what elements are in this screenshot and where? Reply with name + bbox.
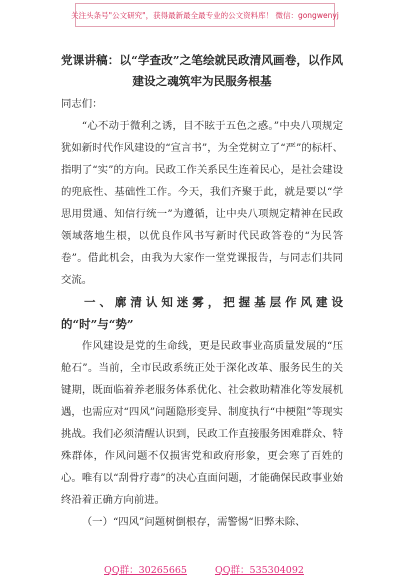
greeting: 同志们： <box>61 98 103 110</box>
section-heading-1: 一、廓清认知迷雾，把握基层作风建设的“时”与“势” <box>61 295 343 331</box>
section-1-paragraph: 作风建设是党的生命线，更是民政事业高质量发展的“压舱石”。当前，全市民政系统正处于深化改革、服务民生的关键期，既面临着养老服务体系优化、社会救助精准化等发展机遇，也需应对“四风”问题隐形变异、制度执行“中梗阻”等现实挑战。我们必须清醒认识到，民政工作直接服务困难群众、特殊群体，作风问题不仅损害党和政府形象，更会寒了百姓的心。唯有以“刮骨疗毒”的决心直面问题，才能确保民政事业始终沿着正确方向前进。 <box>61 340 343 506</box>
promo-banner <box>71 3 339 27</box>
subsection-heading-1: （一）“四风”问题树倒根存，需警惕“旧弊未除、 <box>81 516 306 528</box>
qq-group-link-2[interactable]: QQ群：535304092 <box>214 565 304 576</box>
footer <box>0 562 408 576</box>
intro-paragraph: “心不动于微利之诱，目不眩于五色之惑。”中央八项规定犹如新时代作风建设的“宣言书”，为全党树立了“严”的标杆、指明了“实”的方向。民政工作关系民生连着民心，是社会建设的兜底性、基础性工作。今天，我们齐聚于此，就是要以“学思用贯通、知信行统一”为遵循，让中央八项规定精神在民政领域落地生根，以优良作风书写新时代民政答卷的“为民答卷”。借此机会，由我为大家作一堂党课报告，与同志们共同交流。 <box>61 120 343 286</box>
document-body <box>61 50 343 533</box>
qq-group-link-1[interactable]: QQ群：30265665 <box>104 565 187 576</box>
document-title: 党课讲稿：以“学查改”之笔绘就民政清风画卷，以作风建设之魂筑牢为民服务根基 <box>61 53 343 88</box>
promo-banner-text: 关注头条号"公文研究"，获得最新最全最专业的公文资料库！ 微信：gongwenyj <box>71 10 339 20</box>
